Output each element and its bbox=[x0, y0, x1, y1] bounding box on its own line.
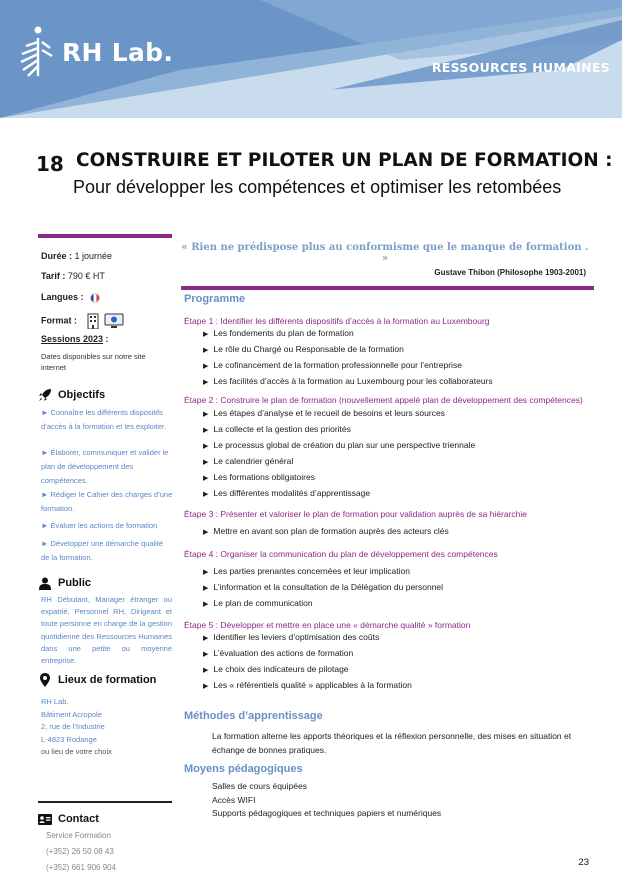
sessions-row bbox=[41, 334, 109, 344]
tarif-label: Tarif : bbox=[41, 271, 66, 281]
moyens-list bbox=[212, 780, 441, 821]
list-item: ▶ Les étapes d’analyse et le recueil de besoins et leurs sources bbox=[203, 406, 475, 422]
list-item: ▶ La collecte et la gestion des priorités bbox=[203, 422, 475, 438]
programme-heading: Programme bbox=[184, 293, 246, 305]
duree-value: 1 journée bbox=[74, 251, 113, 261]
etape-items bbox=[203, 630, 412, 694]
section-label: RESSOURCES HUMAINES bbox=[431, 60, 610, 75]
rocket-icon bbox=[38, 388, 52, 402]
header-banner bbox=[0, 0, 622, 118]
list-item: ▶ Les fondements du plan de formation bbox=[203, 326, 493, 342]
list-item: ▶ Identifier les leviers d’optimisation des coûts bbox=[203, 630, 412, 646]
format-row bbox=[41, 313, 124, 329]
rh-lab-logo bbox=[18, 24, 173, 80]
list-item: ▶ Le processus global de création du plan sur une perspective triennale bbox=[203, 438, 475, 454]
objectif-item: ► Évaluer les actions de formation bbox=[41, 521, 158, 530]
address-line: L-4823 Rodange bbox=[41, 734, 97, 744]
address-other: ou lieu de votre choix bbox=[41, 747, 112, 756]
sidebar-top-bar bbox=[38, 234, 172, 238]
objectif-item: ► Rédiger le Cahier des charges d’une formation. bbox=[41, 490, 173, 513]
etape-title: Étape 1 : Identifier les différents dispositifs d’accès à la formation au Luxembourg bbox=[184, 316, 490, 326]
list-item: Accès WIFI bbox=[212, 794, 256, 805]
moyens-heading: Moyens pédagogiques bbox=[184, 763, 303, 775]
person-icon bbox=[39, 577, 51, 590]
contact-phone[interactable]: (+352) 26 50 08 43 bbox=[46, 847, 114, 856]
list-item: ▶ Le rôle du Chargé ou Responsable de la formation bbox=[203, 342, 493, 358]
address-line: RH Lab. bbox=[41, 697, 69, 706]
tarif-value: 790 € HT bbox=[67, 271, 105, 281]
etape-items bbox=[203, 406, 475, 502]
address-line: 2, rue de l’Industrie bbox=[41, 722, 105, 731]
list-item: ▶ Mettre en avant son plan de formation auprès des acteurs clés bbox=[203, 524, 449, 540]
etape-items bbox=[203, 326, 493, 390]
contact-card-icon bbox=[38, 814, 52, 825]
list-item: ▶ Les « référentiels qualité » applicables à la formation bbox=[203, 678, 412, 694]
list-item: ▶ Le cofinancement de la formation professionnelle pour l’entreprise bbox=[203, 358, 493, 374]
list-item: ▶ L’information et la consultation de la Délégation du personnel bbox=[203, 580, 443, 596]
duree-row bbox=[41, 251, 112, 261]
list-item: Supports pédagogiques et techniques papiers et numériques bbox=[212, 808, 442, 818]
objectif-item: ► Élaborer, communiquer et valider le plan de développement des compétences. bbox=[41, 448, 169, 485]
sidebar bbox=[38, 234, 173, 872]
methodes-heading: Méthodes d’apprentissage bbox=[184, 710, 323, 722]
page-title: CONSTRUIRE ET PILOTER UN PLAN DE FORMATION : bbox=[76, 150, 613, 171]
tarif-row bbox=[41, 271, 105, 281]
etape-title: Étape 2 : Construire le plan de formation (nouvellement appelé plan de développement des compétences) bbox=[184, 395, 583, 405]
list-item: ▶ L’évaluation des actions de formation bbox=[203, 646, 412, 662]
contact-divider bbox=[38, 801, 172, 803]
contact-title: Contact bbox=[58, 813, 99, 825]
list-item: ▶ Les parties prenantes concernées et leur implication bbox=[203, 564, 443, 580]
address-line: Bâtiment Acropole bbox=[41, 709, 102, 719]
map-pin-icon bbox=[40, 673, 50, 687]
sessions-label: Sessions 2023 bbox=[41, 334, 104, 344]
online-screen-icon bbox=[104, 313, 124, 329]
main-top-bar bbox=[181, 286, 594, 290]
lieux-title: Lieux de formation bbox=[58, 674, 157, 686]
list-item: ▶ Les différentes modalités d’apprentissage bbox=[203, 486, 475, 502]
contact-heading bbox=[38, 812, 99, 826]
contact-mobile[interactable]: (+352) 661 906 904 bbox=[46, 863, 117, 872]
quote-author: Gustave Thibon (Philosophe 1903-2001) bbox=[434, 268, 586, 277]
logo-text: RH Lab. bbox=[62, 37, 174, 67]
sessions-text: Dates disponibles sur notre site internet bbox=[41, 352, 146, 372]
list-item: ▶ Le choix des indicateurs de pilotage bbox=[203, 662, 412, 678]
objectif-item: ► Connaître les différents dispositifs d’accès à la formation et les exploiter. bbox=[41, 408, 167, 431]
page-number: 23 bbox=[578, 857, 589, 868]
list-item: ▶ Les formations obligatoires bbox=[203, 470, 475, 486]
contact-service: Service Formation bbox=[46, 831, 111, 840]
lieux-heading bbox=[38, 673, 156, 687]
list-item: ▶ Le calendrier général bbox=[203, 454, 475, 470]
list-item: Salles de cours équipées bbox=[212, 781, 307, 791]
etape-title: Étape 4 : Organiser la communication du plan de développement des compétences bbox=[184, 549, 498, 559]
course-number: 18 bbox=[36, 152, 64, 176]
etape-title: Étape 5 : Développer et mettre en place une « démarche qualité » formation bbox=[184, 620, 471, 630]
french-flag-icon bbox=[90, 293, 100, 303]
objectifs-title: Objectifs bbox=[58, 389, 106, 401]
format-label: Format : bbox=[41, 315, 77, 326]
list-item: ▶ Le plan de communication bbox=[203, 596, 443, 612]
public-heading bbox=[38, 576, 91, 590]
etape-items bbox=[203, 564, 443, 612]
contact-list bbox=[46, 828, 116, 876]
building-icon bbox=[86, 313, 100, 329]
logo-mark-icon bbox=[18, 24, 58, 80]
lieux-address bbox=[41, 696, 112, 759]
objectif-item: ► Développer une démarche qualité de la formation. bbox=[41, 539, 164, 562]
page-subtitle: Pour développer les compétences et optimiser les retombées bbox=[73, 177, 562, 197]
public-text: RH Débutant, Manager étranger ou expatrié, Personnel RH, Dirigeant et toute personne en charge de la gestion quotidienne des Ressources Humaines dans une petite ou moyenne entreprise. bbox=[41, 595, 172, 666]
langues-label: Langues : bbox=[41, 292, 84, 302]
duree-label: Durée : bbox=[41, 251, 73, 261]
quote: « Rien ne prédispose plus au conformisme que le manque de formation . » bbox=[181, 242, 589, 264]
etape-title: Étape 3 : Présenter et valoriser le plan de formation pour validation auprès de sa hiérarchie bbox=[184, 509, 528, 519]
objectifs-heading bbox=[38, 388, 105, 402]
methodes-text: La formation alterne les apports théoriques et la réflexion personnelle, des mises en situation et échange de bonnes pratiques. bbox=[212, 731, 572, 755]
langues-row bbox=[41, 292, 100, 303]
public-title: Public bbox=[58, 577, 92, 589]
sessions-colon: : bbox=[103, 334, 109, 344]
list-item: ▶ Les facilités d’accès à la formation au Luxembourg pour les collaborateurs bbox=[203, 374, 493, 390]
etape-items bbox=[203, 524, 449, 540]
